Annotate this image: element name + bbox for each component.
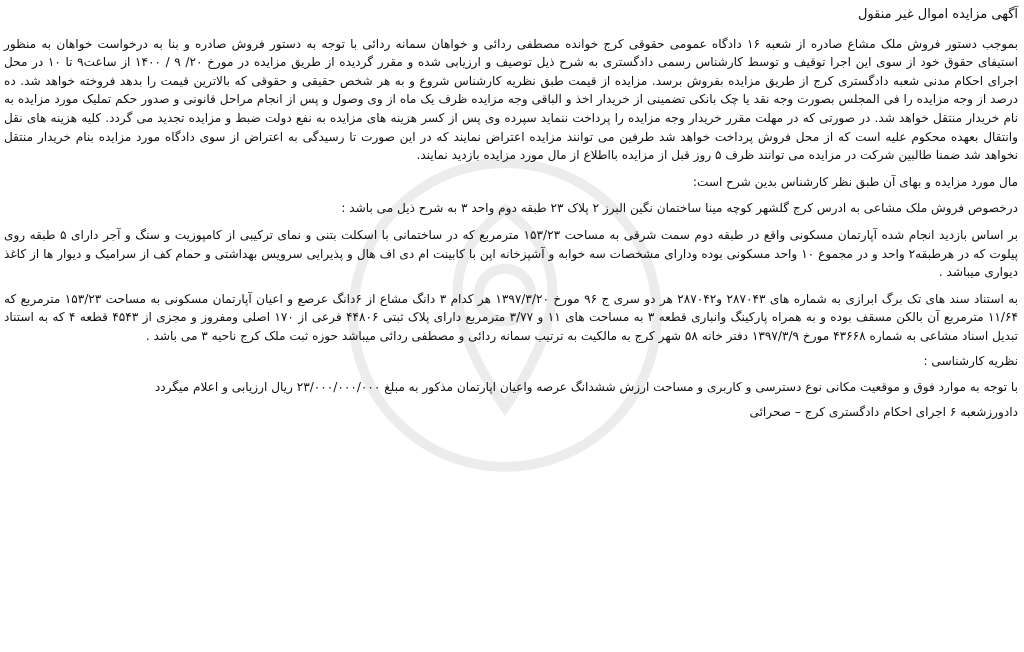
notice-intro-paragraph: بموجب دستور فروش ملک مشاع صادره از شعبه ۱۶ دادگاه عمومی حقوقی کرج خوانده مصطفی ردائی و خواهان سمانه ردائی با توجه به دستور فروش صادره و بنا به درخواست خواهان به منظور استیفای حقوق خود از سوی این اجرا توقیف و توسط کارشناس رسمی دادگستری به شرح ذیل توصیف و ارزیابی شده و مقرر گردیده از طریق مزایده در مورخ ۲۰/ ۹ / ۱۴۰۰ از ساعت۹ تا ۱۰ در محل اجرای احکام مدنی شعبه دادگستری کرج از طریق مزایده بفروش برسد. مزایده از قیمت طبق نظریه کارشناس شروع و به هر شخص حقیقی و حقوقی که بالاترین قیمت را بدهد فروخته خواهد شد. ده درصد از وجه مزایده را فی المجلس بصورت وجه نقد یا چک بانکی تضمینی از خریدار اخذ و الباقی وجه مزایده ظرف یک ماه از وی وصول و پس از انجام مراحل قانونی و صدور حکم تملیک مورد مزایده به نام خریدار منتقل خواهد شد. در صورتی که در مهلت مقرر خریدار وجه مزایده را پرداخت ننماید سپرده وی پس از کسر هزینه های مزایده به نفع دولت ضبط و مزایده تجدید می گردد. کلیه هزینه های نقل وانتقال بعهده محکوم علیه است که از محل فروش پرداخت خواهد شد طرفین می توانند مزایده اعتراض نمایند که در این صورت تا رسیدگی به اعتراض از سوی دادگاه مورد مزایده بنام خریدار منتقل نخواهد شد ضمنا طالبین شرکت در مزایده می توانند ظرف ۵ روز قبل از مزایده بااطلاع از مال مورد مزایده بازدید نمایند. bbox=[4, 36, 1018, 163]
notice-title: آگهی مزایده اموال غیر منقول bbox=[857, 7, 1018, 22]
expert-opinion-paragraph: با توجه به موارد فوق و موقعیت مکانی نوع دسترسی و کاربری و مساحت ارزش ششدانگ عرصه واعیان اپارتمان مذکور به مبلغ ۲۳/۰۰۰/۰۰۰/۰۰۰ ریال ارزیابی و اعلام میگردد bbox=[154, 380, 1018, 395]
property-heading: مال مورد مزایده و بهای آن طبق نظر کارشناس بدین شرح است: bbox=[692, 174, 1018, 189]
property-address-paragraph: درخصوص فروش ملک مشاعی به ادرس کرج گلشهر کوچه مینا ساختمان نگین البرز ۲ پلاک ۲۳ طبقه دوم واحد ۳ به شرح ذیل می باشد : bbox=[341, 201, 1018, 216]
expert-heading: نظریه کارشناسی : bbox=[923, 353, 1018, 368]
auction-notice bbox=[4, 2, 1018, 648]
signature-line: دادورزشعبه ۶ اجرای احکام دادگستری کرج – صحرائی bbox=[749, 404, 1018, 419]
deeds-paragraph: به استناد سند های تک برگ ابرازی به شماره های ۲۸۷۰۴۳ و۲۸۷۰۴۲ هر دو سری ج ۹۶ مورخ ۱۳۹۷/۳/۲۰ هر کدام ۳ دانگ مشاع از ۶دانگ عرصع و اعیان آپارتمان مسکونی به مساحت ۱۵۳/۲۳ مترمربع که ۱۱/۶۴ مترمربع آن بالکن مسقف بوده و به همراه پارکینگ وانباری قطعه ۳ به مساحت های ۱۱ و ۳/۷۷ مترمربع دارای پلاک ثبتی ۴۴۸۰۶ فرعی از ۱۷۰ اصلی ومفروز و مجزی از ۴۵۴۳ قطعه ۴ که به استناد تبدیل اسناد مشاعی به شماره ۴۳۶۶۸ مورخ ۱۳۹۷/۳/۹ دفتر خانه ۵۸ شهر کرج به مالکیت به ترتیب سمانه ردائی و مصطفی ردائی میباشد حوزه ثبت ملک کرج ناحیه ۳ می باشد . bbox=[4, 291, 1019, 343]
inspection-paragraph: بر اساس بازدید انجام شده آپارتمان مسکونی واقع در طبقه دوم سمت شرقی به مساحت ۱۵۳/۲۳ مترمربع که در ساختمانی با اسکلت بتنی و نمای ترکیبی از کامپوزیت و سنگ و آجر دارای ۵ طبقه روی پیلوت که در هرطبقه۲ واحد و در مجموع ۱۰ واحد مسکونی بوده ودارای مشخصات سه خوابه و آشپزخانه اپن با کابینت ام دی اف هال و پذیرایی سرویس بهداشتی و حمام کف از سرامیک و دیوار ها از کاغذ دیواری میباشد . bbox=[4, 227, 1018, 280]
